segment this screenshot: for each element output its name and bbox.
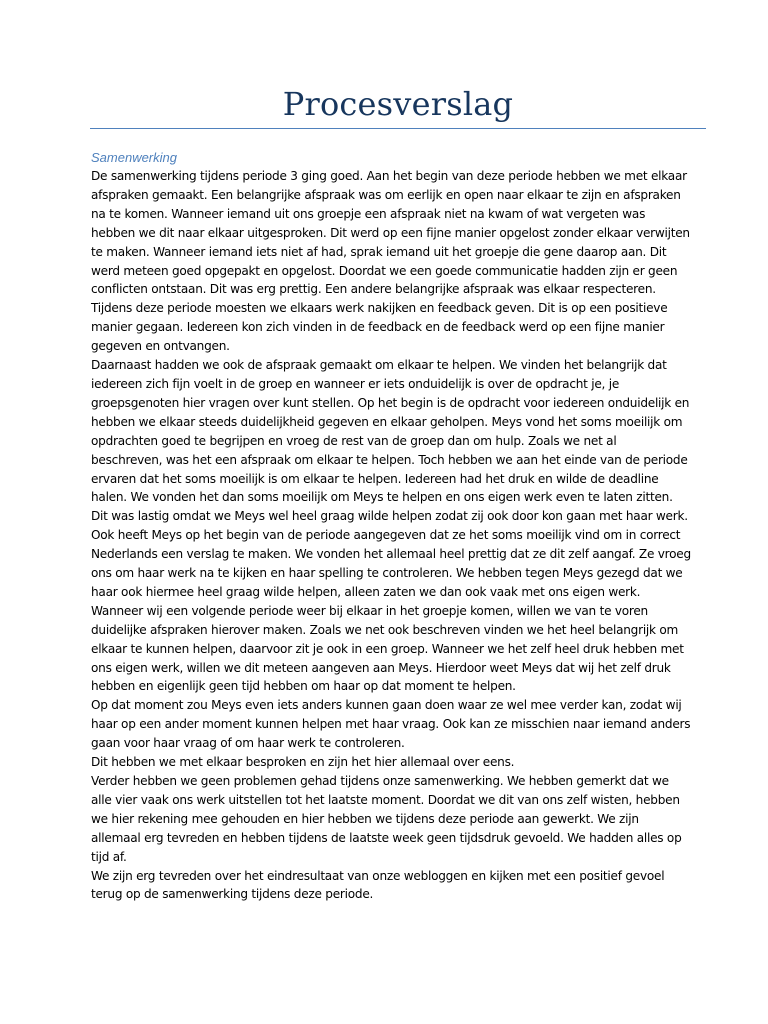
title-underline-divider: [90, 128, 706, 129]
page-title: Procesverslag: [282, 85, 514, 123]
section-heading: Samenwerking: [91, 150, 177, 165]
body-paragraph: De samenwerking tijdens periode 3 ging goed. Aan het begin van deze periode hebben we met elkaar afspraken gemaakt. Een belangrijke afspraak was om eerlijk en open naar elkaar te zijn en afspraken na te komen. Wanneer iemand uit ons groepje een afspraak niet na kwam of wat vergeten was hebben we dit naar elkaar uitgesproken. Dit werd op een fijne manier opgelost zonder elkaar verwijten te maken. Wanneer iemand iets niet af had, sprak iemand uit het groepje die gene daarop aan. Dit werd meteen goed opgepakt en opgelost. Doordat we een goede communicatie hadden zijn er geen conflicten ontstaan. Dit was erg prettig. Een andere belangrijke afspraak was elkaar respecteren. Tijdens deze periode moesten we elkaars werk nakijken en feedback geven. Dit is op een positieve manier gegaan. Iedereen kon zich vinden in de feedback en de feedback werd op een fijne manier gegeven en ontvangen.: [91, 169, 690, 354]
body-paragraph: Verder hebben we geen problemen gehad tijdens onze samenwerking. We hebben gemerkt dat we alle vier vaak ons werk uitstellen tot het laatste moment. Doordat we dit van ons zelf wisten, hebben we hier rekening mee gehouden en hier hebben we tijdens deze periode aan gewerkt. We zijn allemaal erg tevreden en hebben tijdens de laatste week geen tijdsdruk gevoeld. We hadden alles op tijd af.: [91, 774, 682, 864]
document-body: [91, 149, 691, 904]
body-paragraph: Daarnaast hadden we ook de afspraak gemaakt om elkaar te helpen. We vinden het belangrijk dat iedereen zich fijn voelt in de groep en wanneer er iets onduidelijk is over de opdracht je, je groepsgenoten hier vragen over kunt stellen. Op het begin is de opdracht voor iedereen onduidelijk en hebben we elkaar steeds duidelijkheid gegeven en elkaar geholpen. Meys vond het soms moeilijk om opdrachten goed te begrijpen en vroeg de rest van de groep dan om hulp. Zoals we net al beschreven, was het een afspraak om elkaar te helpen. Toch hebben we aan het einde van de periode ervaren dat het soms moeilijk is om elkaar te helpen. Iedereen had het druk en wilde de deadline halen. We vonden het dan soms moeilijk om Meys te helpen en ons eigen werk even te laten zitten. Dit was lastig omdat we Meys wel heel graag wilde helpen zodat zij ook door kon gaan met haar werk.: [91, 358, 690, 524]
body-paragraph: Dit hebben we met elkaar besproken en zijn het hier allemaal over eens.: [91, 755, 515, 770]
body-paragraph: Op dat moment zou Meys even iets anders kunnen gaan doen waar ze wel mee verder kan, zodat wij haar op een ander moment kunnen helpen met haar vraag. Ook kan ze misschien naar iemand anders gaan voor haar vraag of om haar werk te controleren.: [91, 698, 691, 751]
body-paragraph: We zijn erg tevreden over het eindresultaat van onze webloggen en kijken met een positief gevoel terug op de samenwerking tijdens deze periode.: [91, 868, 665, 902]
body-paragraph: Ook heeft Meys op het begin van de periode aangegeven dat ze het soms moeilijk vind om in correct Nederlands een verslag te maken. We vonden het allemaal heel prettig dat ze dit zelf aangaf. Ze vroeg ons om haar werk na te kijken en haar spelling te controleren. We hebben tegen Meys gezegd dat we haar ook hiermee heel graag wilde helpen, alleen zaten we dan ook vaak met ons eigen werk. Wanneer wij een volgende periode weer bij elkaar in het groepje komen, willen we van te voren duidelijke afspraken hierover maken. Zoals we net ook beschreven vinden we het heel belangrijk om elkaar te kunnen helpen, daarvoor zit je ook in een groep. Wanneer we het zelf heel druk hebben met ons eigen werk, willen we dit meteen aangeven aan Meys. Hierdoor weet Meys dat wij het zelf druk hebben en eigenlijk geen tijd hebben om haar op dat moment te helpen.: [91, 528, 691, 694]
